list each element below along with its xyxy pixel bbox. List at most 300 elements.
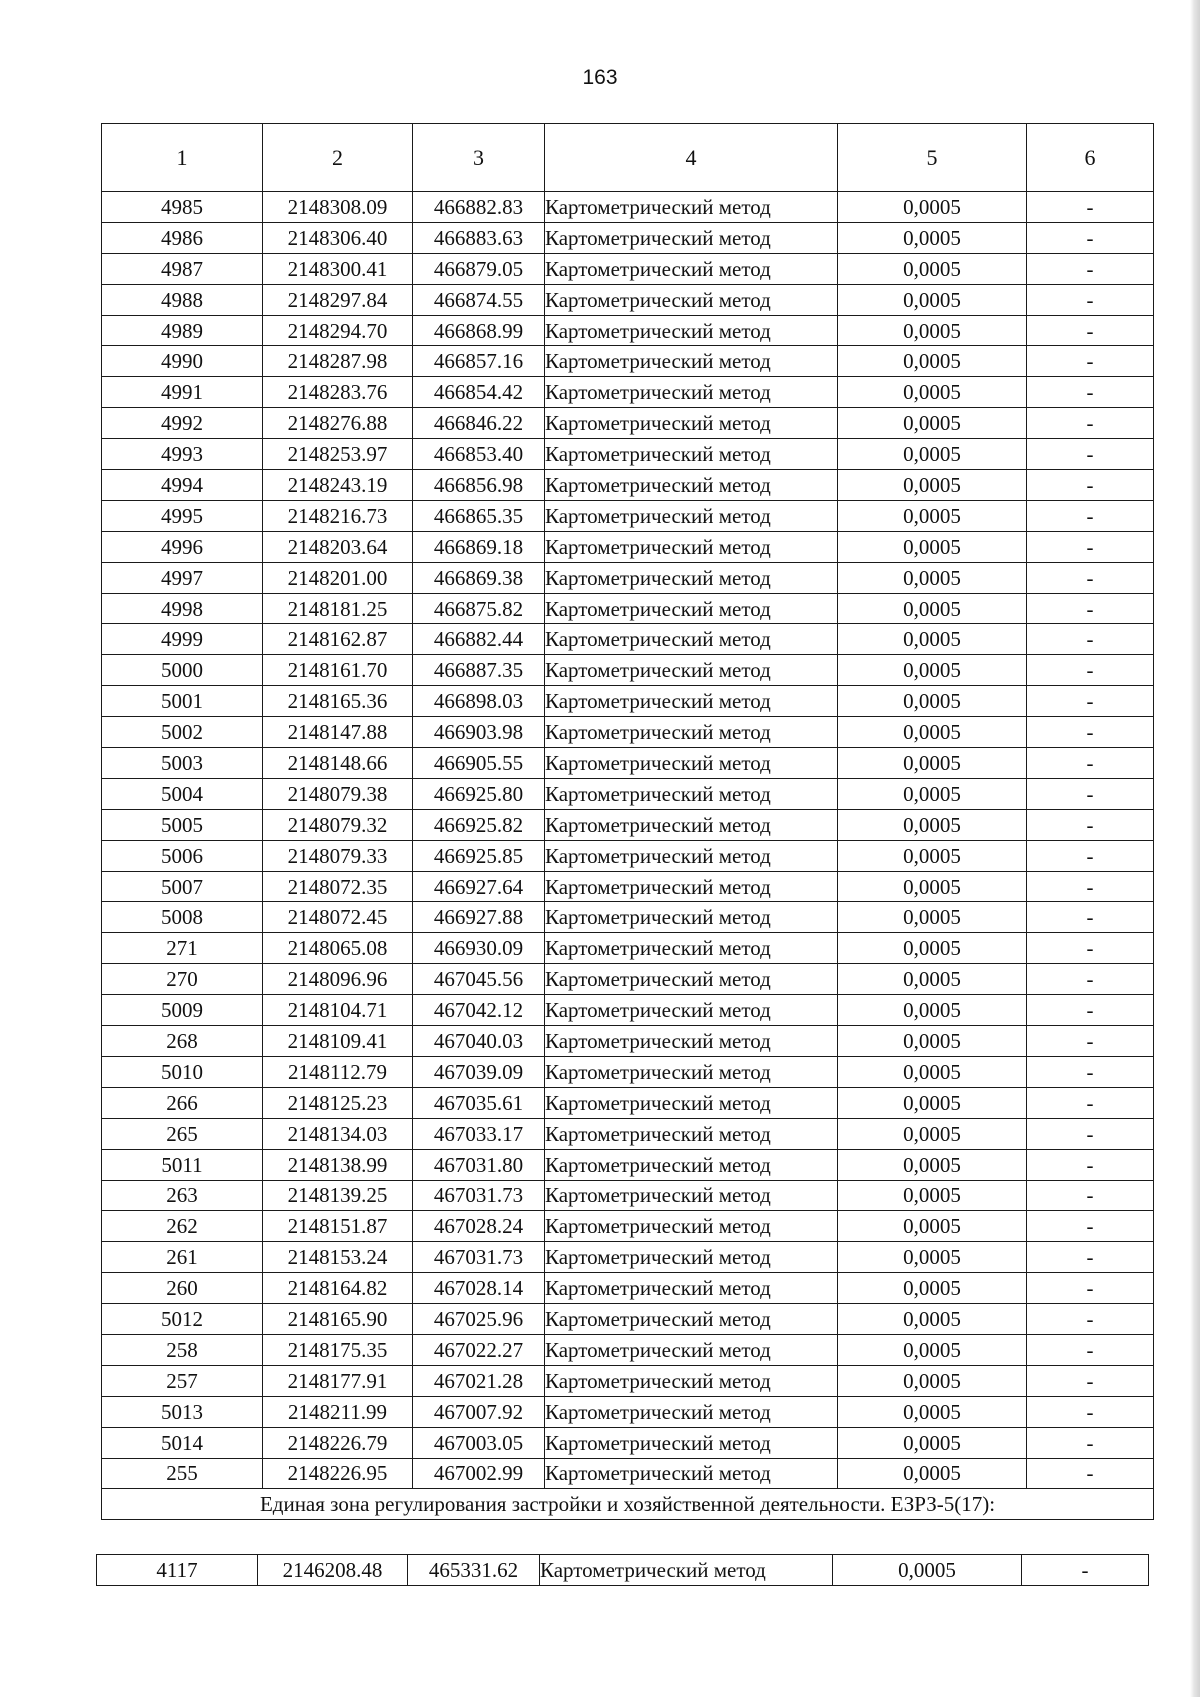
accuracy-cell: 0,0005 [838, 1458, 1027, 1489]
y-coordinate-cell: 466925.80 [413, 778, 545, 809]
note-cell: - [1027, 377, 1154, 408]
method-cell: Картометрический метод [545, 717, 838, 748]
x-coordinate-cell: 2148139.25 [263, 1180, 413, 1211]
accuracy-cell: 0,0005 [838, 1118, 1027, 1149]
note-cell: - [1027, 1026, 1154, 1057]
x-coordinate-cell: 2148294.70 [263, 315, 413, 346]
table-row [102, 995, 1154, 1026]
x-coordinate-cell: 2148306.40 [263, 222, 413, 253]
method-cell: Картометрический метод [545, 593, 838, 624]
method-cell: Картометрический метод [545, 1334, 838, 1365]
y-coordinate-cell: 466879.05 [413, 253, 545, 284]
method-cell: Картометрический метод [545, 1026, 838, 1057]
method-cell: Картометрический метод [545, 470, 838, 501]
x-coordinate-cell: 2148243.19 [263, 470, 413, 501]
y-coordinate-cell: 466903.98 [413, 717, 545, 748]
x-coordinate-cell: 2148165.36 [263, 686, 413, 717]
point-number-cell: 5008 [102, 902, 263, 933]
method-cell: Картометрический метод [545, 1427, 838, 1458]
method-cell: Картометрический метод [545, 778, 838, 809]
accuracy-cell: 0,0005 [838, 748, 1027, 779]
note-cell: - [1027, 748, 1154, 779]
x-coordinate-cell: 2148175.35 [263, 1334, 413, 1365]
point-number-cell: 5011 [102, 1149, 263, 1180]
table-row [102, 500, 1154, 531]
accuracy-cell: 0,0005 [838, 717, 1027, 748]
y-coordinate-cell: 467002.99 [413, 1458, 545, 1489]
point-number-cell: 5001 [102, 686, 263, 717]
note-cell: - [1027, 531, 1154, 562]
method-cell: Картометрический метод [545, 655, 838, 686]
point-number-cell: 5014 [102, 1427, 263, 1458]
x-coordinate-cell: 2148211.99 [263, 1396, 413, 1427]
table-row [102, 1118, 1154, 1149]
method-cell: Картометрический метод [545, 1242, 838, 1273]
table-row [102, 222, 1154, 253]
accuracy-cell: 0,0005 [838, 1242, 1027, 1273]
note-cell: - [1022, 1555, 1149, 1586]
method-cell: Картометрический метод [545, 500, 838, 531]
accuracy-cell: 0,0005 [838, 1273, 1027, 1304]
note-cell: - [1027, 624, 1154, 655]
table-row [102, 902, 1154, 933]
column-header-6: 6 [1027, 124, 1154, 192]
y-coordinate-cell: 466853.40 [413, 439, 545, 470]
y-coordinate-cell: 467035.61 [413, 1087, 545, 1118]
accuracy-cell: 0,0005 [838, 470, 1027, 501]
note-cell: - [1027, 222, 1154, 253]
accuracy-cell: 0,0005 [838, 1365, 1027, 1396]
point-number-cell: 5002 [102, 717, 263, 748]
x-coordinate-cell: 2148164.82 [263, 1273, 413, 1304]
accuracy-cell: 0,0005 [838, 593, 1027, 624]
accuracy-cell: 0,0005 [838, 933, 1027, 964]
table-row [102, 192, 1154, 223]
accuracy-cell: 0,0005 [838, 1396, 1027, 1427]
accuracy-cell: 0,0005 [838, 562, 1027, 593]
point-number-cell: 263 [102, 1180, 263, 1211]
table-row [102, 686, 1154, 717]
y-coordinate-cell: 467033.17 [413, 1118, 545, 1149]
method-cell: Картометрический метод [545, 748, 838, 779]
x-coordinate-cell: 2148177.91 [263, 1365, 413, 1396]
accuracy-cell: 0,0005 [838, 624, 1027, 655]
accuracy-cell: 0,0005 [833, 1555, 1022, 1586]
x-coordinate-cell: 2148072.35 [263, 871, 413, 902]
point-number-cell: 4991 [102, 377, 263, 408]
method-cell: Картометрический метод [545, 995, 838, 1026]
method-cell: Картометрический метод [545, 1211, 838, 1242]
y-coordinate-cell: 466882.83 [413, 192, 545, 223]
point-number-cell: 4993 [102, 439, 263, 470]
table-row [102, 408, 1154, 439]
y-coordinate-cell: 466882.44 [413, 624, 545, 655]
column-header-4: 4 [545, 124, 838, 192]
point-number-cell: 4996 [102, 531, 263, 562]
note-cell: - [1027, 1056, 1154, 1087]
y-coordinate-cell: 466925.85 [413, 840, 545, 871]
method-cell: Картометрический метод [545, 439, 838, 470]
point-number-cell: 5010 [102, 1056, 263, 1087]
point-number-cell: 270 [102, 964, 263, 995]
x-coordinate-cell: 2148151.87 [263, 1211, 413, 1242]
x-coordinate-cell: 2148079.32 [263, 809, 413, 840]
point-number-cell: 255 [102, 1458, 263, 1489]
table-row [102, 1334, 1154, 1365]
point-number-cell: 4998 [102, 593, 263, 624]
point-number-cell: 261 [102, 1242, 263, 1273]
method-cell: Картометрический метод [540, 1555, 833, 1586]
table-row [102, 1273, 1154, 1304]
table-row [102, 439, 1154, 470]
table-row [102, 964, 1154, 995]
note-cell: - [1027, 500, 1154, 531]
table-row [102, 1458, 1154, 1489]
method-cell: Картометрический метод [545, 624, 838, 655]
note-cell: - [1027, 840, 1154, 871]
point-number-cell: 4994 [102, 470, 263, 501]
accuracy-cell: 0,0005 [838, 531, 1027, 562]
table-row [102, 778, 1154, 809]
method-cell: Картометрический метод [545, 1396, 838, 1427]
table-row [102, 253, 1154, 284]
y-coordinate-cell: 466883.63 [413, 222, 545, 253]
note-cell: - [1027, 809, 1154, 840]
note-cell: - [1027, 192, 1154, 223]
y-coordinate-cell: 466887.35 [413, 655, 545, 686]
table-row [102, 1026, 1154, 1057]
accuracy-cell: 0,0005 [838, 377, 1027, 408]
table-row [102, 1304, 1154, 1335]
accuracy-cell: 0,0005 [838, 1334, 1027, 1365]
accuracy-cell: 0,0005 [838, 1056, 1027, 1087]
y-coordinate-cell: 467031.80 [413, 1149, 545, 1180]
note-cell: - [1027, 439, 1154, 470]
table-row [102, 346, 1154, 377]
point-number-cell: 4987 [102, 253, 263, 284]
point-number-cell: 4989 [102, 315, 263, 346]
y-coordinate-cell: 466857.16 [413, 346, 545, 377]
x-coordinate-cell: 2148079.38 [263, 778, 413, 809]
x-coordinate-cell: 2148079.33 [263, 840, 413, 871]
method-cell: Картометрический метод [545, 1056, 838, 1087]
table-row [102, 284, 1154, 315]
x-coordinate-cell: 2148104.71 [263, 995, 413, 1026]
y-coordinate-cell: 467040.03 [413, 1026, 545, 1057]
method-cell: Картометрический метод [545, 871, 838, 902]
y-coordinate-cell: 466930.09 [413, 933, 545, 964]
accuracy-cell: 0,0005 [838, 1087, 1027, 1118]
method-cell: Картометрический метод [545, 902, 838, 933]
note-cell: - [1027, 1149, 1154, 1180]
method-cell: Картометрический метод [545, 1304, 838, 1335]
method-cell: Картометрический метод [545, 840, 838, 871]
method-cell: Картометрический метод [545, 686, 838, 717]
y-coordinate-cell: 467039.09 [413, 1056, 545, 1087]
y-coordinate-cell: 466875.82 [413, 593, 545, 624]
point-number-cell: 265 [102, 1118, 263, 1149]
table-row [97, 1555, 1149, 1586]
point-number-cell: 5009 [102, 995, 263, 1026]
point-number-cell: 4992 [102, 408, 263, 439]
accuracy-cell: 0,0005 [838, 315, 1027, 346]
point-number-cell: 5005 [102, 809, 263, 840]
x-coordinate-cell: 2148226.95 [263, 1458, 413, 1489]
y-coordinate-cell: 467022.27 [413, 1334, 545, 1365]
x-coordinate-cell: 2148297.84 [263, 284, 413, 315]
table-row [102, 1211, 1154, 1242]
method-cell: Картометрический метод [545, 1365, 838, 1396]
y-coordinate-cell: 467003.05 [413, 1427, 545, 1458]
point-number-cell: 260 [102, 1273, 263, 1304]
method-cell: Картометрический метод [545, 346, 838, 377]
table-row [102, 593, 1154, 624]
method-cell: Картометрический метод [545, 562, 838, 593]
note-cell: - [1027, 253, 1154, 284]
x-coordinate-cell: 2148065.08 [263, 933, 413, 964]
note-cell: - [1027, 284, 1154, 315]
note-cell: - [1027, 933, 1154, 964]
point-number-cell: 5006 [102, 840, 263, 871]
table-row [102, 1087, 1154, 1118]
method-cell: Картометрический метод [545, 964, 838, 995]
accuracy-cell: 0,0005 [838, 809, 1027, 840]
note-cell: - [1027, 346, 1154, 377]
table-row [102, 562, 1154, 593]
x-coordinate-cell: 2148147.88 [263, 717, 413, 748]
method-cell: Картометрический метод [545, 315, 838, 346]
table-row [102, 840, 1154, 871]
note-cell: - [1027, 408, 1154, 439]
note-cell: - [1027, 562, 1154, 593]
point-number-cell: 4997 [102, 562, 263, 593]
table-row [102, 871, 1154, 902]
accuracy-cell: 0,0005 [838, 408, 1027, 439]
accuracy-cell: 0,0005 [838, 686, 1027, 717]
table-header-row [102, 124, 1154, 192]
note-cell: - [1027, 1180, 1154, 1211]
page-number: 163 [582, 66, 618, 89]
point-number-cell: 5003 [102, 748, 263, 779]
note-cell: - [1027, 686, 1154, 717]
point-number-cell: 4988 [102, 284, 263, 315]
accuracy-cell: 0,0005 [838, 995, 1027, 1026]
note-cell: - [1027, 778, 1154, 809]
x-coordinate-cell: 2148276.88 [263, 408, 413, 439]
table-row [102, 655, 1154, 686]
accuracy-cell: 0,0005 [838, 964, 1027, 995]
x-coordinate-cell: 2148153.24 [263, 1242, 413, 1273]
note-cell: - [1027, 717, 1154, 748]
accuracy-cell: 0,0005 [838, 840, 1027, 871]
note-cell: - [1027, 470, 1154, 501]
x-coordinate-cell: 2148148.66 [263, 748, 413, 779]
x-coordinate-cell: 2148300.41 [263, 253, 413, 284]
accuracy-cell: 0,0005 [838, 1149, 1027, 1180]
coordinates-table [101, 123, 1154, 1520]
method-cell: Картометрический метод [545, 377, 838, 408]
point-number-cell: 258 [102, 1334, 263, 1365]
note-cell: - [1027, 1334, 1154, 1365]
point-number-cell: 5013 [102, 1396, 263, 1427]
table-row [102, 1427, 1154, 1458]
x-coordinate-cell: 2148203.64 [263, 531, 413, 562]
y-coordinate-cell: 467021.28 [413, 1365, 545, 1396]
accuracy-cell: 0,0005 [838, 192, 1027, 223]
method-cell: Картометрический метод [545, 1458, 838, 1489]
table-row [102, 1396, 1154, 1427]
x-coordinate-cell: 2146208.48 [258, 1555, 408, 1586]
note-cell: - [1027, 1118, 1154, 1149]
y-coordinate-cell: 466865.35 [413, 500, 545, 531]
y-coordinate-cell: 466927.88 [413, 902, 545, 933]
y-coordinate-cell: 466854.42 [413, 377, 545, 408]
table-row [102, 809, 1154, 840]
x-coordinate-cell: 2148162.87 [263, 624, 413, 655]
note-cell: - [1027, 995, 1154, 1026]
y-coordinate-cell: 466869.38 [413, 562, 545, 593]
point-number-cell: 257 [102, 1365, 263, 1396]
scan-edge [1190, 0, 1200, 1697]
method-cell: Картометрический метод [545, 809, 838, 840]
point-number-cell: 5004 [102, 778, 263, 809]
column-header-5: 5 [838, 124, 1027, 192]
table-row [102, 933, 1154, 964]
y-coordinate-cell: 466856.98 [413, 470, 545, 501]
x-coordinate-cell: 2148138.99 [263, 1149, 413, 1180]
method-cell: Картометрический метод [545, 531, 838, 562]
continuation-body [97, 1555, 1149, 1586]
point-number-cell: 5012 [102, 1304, 263, 1335]
note-cell: - [1027, 1427, 1154, 1458]
x-coordinate-cell: 2148287.98 [263, 346, 413, 377]
method-cell: Картометрический метод [545, 1087, 838, 1118]
y-coordinate-cell: 467031.73 [413, 1242, 545, 1273]
y-coordinate-cell: 467025.96 [413, 1304, 545, 1335]
x-coordinate-cell: 2148109.41 [263, 1026, 413, 1057]
method-cell: Картометрический метод [545, 253, 838, 284]
x-coordinate-cell: 2148308.09 [263, 192, 413, 223]
column-header-1: 1 [102, 124, 263, 192]
table-row [102, 377, 1154, 408]
continuation-table [96, 1554, 1149, 1586]
table-row [102, 748, 1154, 779]
y-coordinate-cell: 466925.82 [413, 809, 545, 840]
y-coordinate-cell: 466874.55 [413, 284, 545, 315]
x-coordinate-cell: 2148112.79 [263, 1056, 413, 1087]
point-number-cell: 262 [102, 1211, 263, 1242]
column-header-3: 3 [413, 124, 545, 192]
y-coordinate-cell: 467045.56 [413, 964, 545, 995]
method-cell: Картометрический метод [545, 222, 838, 253]
x-coordinate-cell: 2148096.96 [263, 964, 413, 995]
table-row [102, 1242, 1154, 1273]
accuracy-cell: 0,0005 [838, 500, 1027, 531]
x-coordinate-cell: 2148283.76 [263, 377, 413, 408]
x-coordinate-cell: 2148134.03 [263, 1118, 413, 1149]
accuracy-cell: 0,0005 [838, 902, 1027, 933]
accuracy-cell: 0,0005 [838, 655, 1027, 686]
accuracy-cell: 0,0005 [838, 1427, 1027, 1458]
note-cell: - [1027, 655, 1154, 686]
note-cell: - [1027, 902, 1154, 933]
table-row [102, 1365, 1154, 1396]
y-coordinate-cell: 465331.62 [408, 1555, 540, 1586]
note-cell: - [1027, 593, 1154, 624]
note-cell: - [1027, 1087, 1154, 1118]
accuracy-cell: 0,0005 [838, 346, 1027, 377]
point-number-cell: 5000 [102, 655, 263, 686]
method-cell: Картометрический метод [545, 408, 838, 439]
accuracy-cell: 0,0005 [838, 439, 1027, 470]
y-coordinate-cell: 466868.99 [413, 315, 545, 346]
x-coordinate-cell: 2148253.97 [263, 439, 413, 470]
x-coordinate-cell: 2148165.90 [263, 1304, 413, 1335]
method-cell: Картометрический метод [545, 284, 838, 315]
table-row [102, 717, 1154, 748]
method-cell: Картометрический метод [545, 1118, 838, 1149]
point-number-cell: 268 [102, 1026, 263, 1057]
note-cell: - [1027, 315, 1154, 346]
x-coordinate-cell: 2148216.73 [263, 500, 413, 531]
note-cell: - [1027, 1273, 1154, 1304]
note-cell: - [1027, 871, 1154, 902]
point-number-cell: 4999 [102, 624, 263, 655]
zone-caption-row [102, 1489, 1154, 1520]
table-body [102, 192, 1154, 1489]
point-number-cell: 4117 [97, 1555, 258, 1586]
accuracy-cell: 0,0005 [838, 778, 1027, 809]
method-cell: Картометрический метод [545, 1273, 838, 1304]
accuracy-cell: 0,0005 [838, 222, 1027, 253]
note-cell: - [1027, 964, 1154, 995]
x-coordinate-cell: 2148226.79 [263, 1427, 413, 1458]
y-coordinate-cell: 466898.03 [413, 686, 545, 717]
accuracy-cell: 0,0005 [838, 284, 1027, 315]
point-number-cell: 4995 [102, 500, 263, 531]
point-number-cell: 266 [102, 1087, 263, 1118]
point-number-cell: 271 [102, 933, 263, 964]
y-coordinate-cell: 467042.12 [413, 995, 545, 1026]
note-cell: - [1027, 1365, 1154, 1396]
note-cell: - [1027, 1211, 1154, 1242]
x-coordinate-cell: 2148161.70 [263, 655, 413, 686]
point-number-cell: 4986 [102, 222, 263, 253]
accuracy-cell: 0,0005 [838, 1180, 1027, 1211]
accuracy-cell: 0,0005 [838, 253, 1027, 284]
note-cell: - [1027, 1458, 1154, 1489]
table-row [102, 1149, 1154, 1180]
x-coordinate-cell: 2148072.45 [263, 902, 413, 933]
y-coordinate-cell: 466846.22 [413, 408, 545, 439]
table-row [102, 1056, 1154, 1087]
method-cell: Картометрический метод [545, 1149, 838, 1180]
column-header-2: 2 [263, 124, 413, 192]
method-cell: Картометрический метод [545, 192, 838, 223]
note-cell: - [1027, 1242, 1154, 1273]
accuracy-cell: 0,0005 [838, 871, 1027, 902]
point-number-cell: 5007 [102, 871, 263, 902]
x-coordinate-cell: 2148181.25 [263, 593, 413, 624]
x-coordinate-cell: 2148201.00 [263, 562, 413, 593]
note-cell: - [1027, 1304, 1154, 1335]
table-row [102, 315, 1154, 346]
accuracy-cell: 0,0005 [838, 1026, 1027, 1057]
table-row [102, 470, 1154, 501]
accuracy-cell: 0,0005 [838, 1211, 1027, 1242]
accuracy-cell: 0,0005 [838, 1304, 1027, 1335]
method-cell: Картометрический метод [545, 1180, 838, 1211]
